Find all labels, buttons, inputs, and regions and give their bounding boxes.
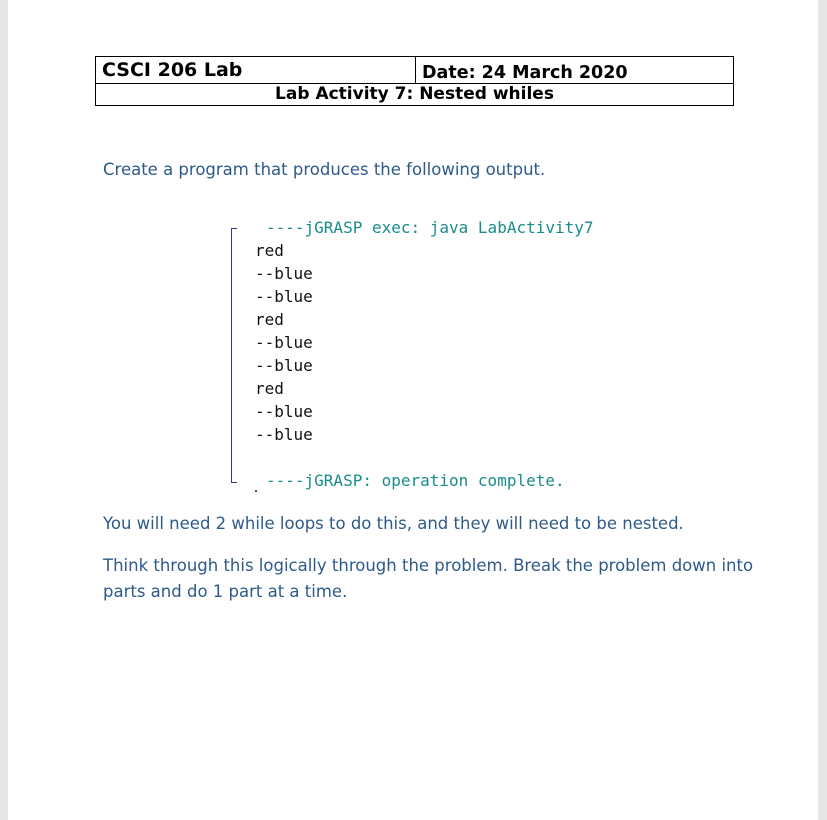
output-line: --blue	[255, 333, 313, 352]
output-line: red	[255, 241, 284, 260]
jgrasp-exec-line: ----jGRASP exec: java LabActivity7	[266, 218, 594, 237]
console-bracket	[231, 228, 237, 483]
document-page	[8, 0, 818, 820]
output-line: red	[255, 310, 284, 329]
jgrasp-complete-line: ----jGRASP: operation complete.	[266, 471, 565, 490]
output-line: --blue	[255, 287, 313, 306]
think-through-note	[103, 553, 753, 605]
nested-loops-note: You will need 2 while loops to do this, and they will need to be nested.	[103, 514, 684, 533]
think-note-line-2: parts and do 1 part at a time.	[103, 582, 348, 601]
activity-title: Lab Activity 7: Nested whiles	[96, 84, 734, 106]
bracket-dot	[255, 490, 257, 492]
think-note-line-1: Think through this logically through the problem. Break the problem down into	[103, 556, 754, 575]
output-line: --blue	[255, 402, 313, 421]
intro-text: Create a program that produces the following output.	[103, 160, 546, 179]
output-line: --blue	[255, 425, 313, 444]
output-line: --blue	[255, 356, 313, 375]
output-line: --blue	[255, 264, 313, 283]
console-output	[231, 216, 651, 491]
course-title: CSCI 206 Lab	[96, 57, 416, 84]
output-line: red	[255, 379, 284, 398]
lab-date: Date: 24 March 2020	[416, 57, 734, 84]
header-table	[95, 56, 734, 106]
